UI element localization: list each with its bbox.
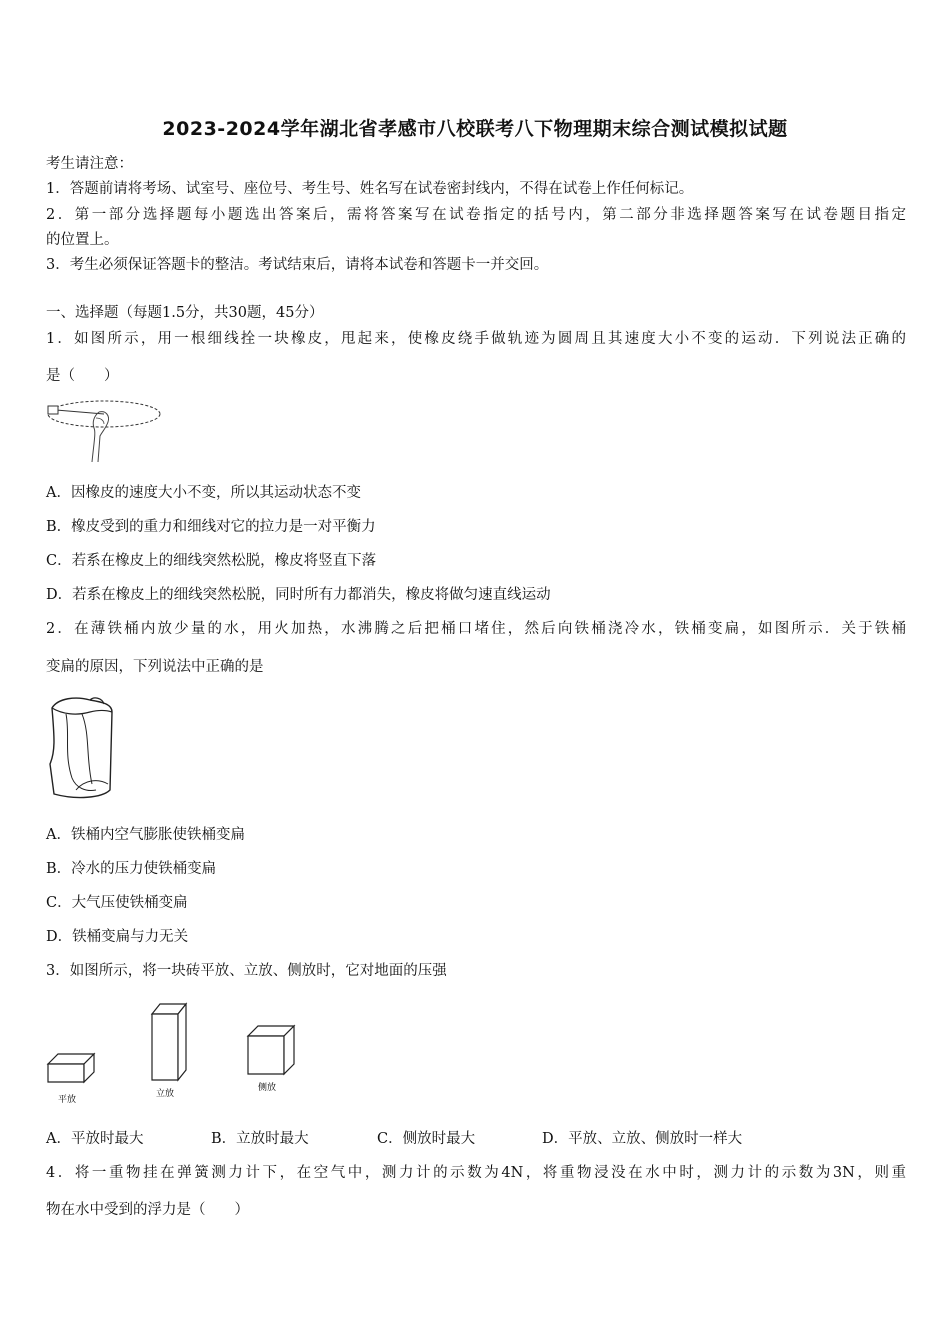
q1-option-b: B．橡皮受到的重力和细线对它的拉力是一对平衡力 [46,519,376,535]
q3-label-side: 侧放 [258,1083,277,1093]
q3-option-c: C．侧放时最大 [377,1131,476,1147]
q2-stem: 2．在薄铁桶内放少量的水，用火加热，水沸腾之后把桶口堵住，然后向铁桶浇冷水，铁桶变扁，如图所示．关于铁桶 [46,621,906,637]
q3-option-b: B．立放时最大 [211,1131,309,1147]
q4-stem-cont: 物在水中受到的浮力是（ ） [46,1202,249,1218]
q3-option-a: A．平放时最大 [46,1131,144,1147]
q1-stem-cont: 是（ ） [46,368,119,384]
q3-figure-brick-upright [146,1000,192,1104]
q1-stem: 1．如图所示，用一根细线拴一块橡皮，甩起来，使橡皮绕手做轨迹为圆周且其速度大小不变的运动．下列说法正确的 [46,331,906,347]
q3-figure-brick-flat [44,1046,100,1108]
notice-item-2-cont: 的位置上。 [46,232,119,248]
q1-option-a: A．因橡皮的速度大小不变，所以其运动状态不变 [46,485,361,501]
notice-item-2: 2．第一部分选择题每小题选出答案后，需将答案写在试卷指定的括号内，第二部分非选择题答案写在试卷题目指定 [46,207,906,223]
notice-heading: 考生请注意： [46,156,133,172]
q1-option-c: C．若系在橡皮上的细线突然松脱，橡皮将竖直下落 [46,553,377,569]
q3-option-d: D．平放、立放、侧放时一样大 [542,1131,743,1147]
page-title: 2023-2024学年湖北省孝感市八校联考八下物理期末综合测试模拟试题 [162,118,788,140]
q1-option-d: D．若系在橡皮上的细线突然松脱，同时所有力都消失，橡皮将做匀速直线运动 [46,587,551,603]
q2-option-d: D．铁桶变扁与力无关 [46,929,189,945]
notice-item-3: 3．考生必须保证答题卡的整洁。考试结束后，请将本试卷和答题卡一并交回。 [46,257,549,273]
q2-figure-crushed-can [46,694,118,804]
q3-label-upright: 立放 [156,1089,175,1099]
q3-stem: 3．如图所示，将一块砖平放、立放、侧放时，它对地面的压强 [46,963,447,979]
q2-option-c: C．大气压使铁桶变扁 [46,895,188,911]
q2-stem-cont: 变扁的原因，下列说法中正确的是 [46,659,264,675]
q4-stem: 4．将一重物挂在弹簧测力计下，在空气中，测力计的示数为4N，将重物浸没在水中时，测力计的示数为3N，则重 [46,1165,906,1181]
q3-figure-brick-side [244,1022,300,1098]
q2-option-b: B．冷水的压力使铁桶变扁 [46,861,217,877]
q1-figure-rubber-spin [44,392,164,464]
q2-option-a: A．铁桶内空气膨胀使铁桶变扁 [46,827,245,843]
notice-item-1: 1．答题前请将考场、试室号、座位号、考生号、姓名写在试卷密封线内，不得在试卷上作任何标记。 [46,181,694,197]
q3-label-flat: 平放 [58,1095,77,1105]
section-heading: 一、选择题（每题1.5分，共30题，45分） [46,305,324,321]
